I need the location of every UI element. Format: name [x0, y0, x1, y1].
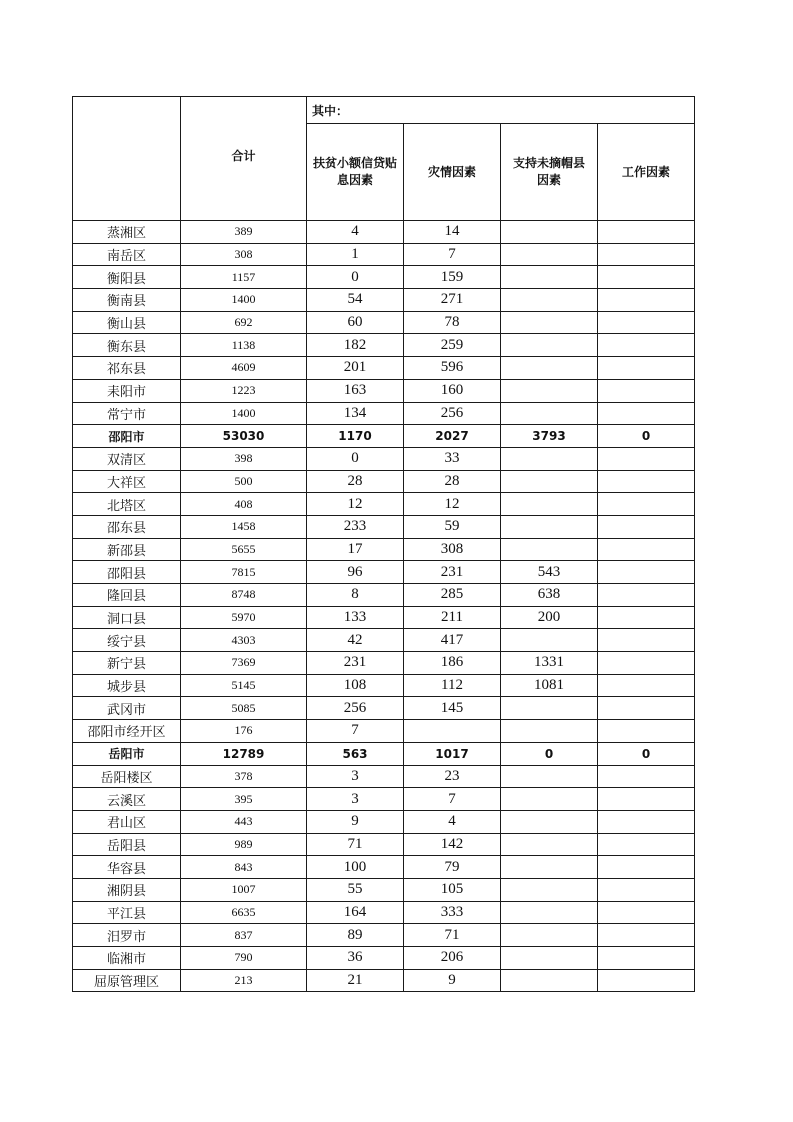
unlisted-county-factor-cell [501, 493, 598, 516]
work-factor-cell [598, 266, 695, 289]
region-name-cell: 岳阳县 [73, 833, 181, 856]
unlisted-county-factor-cell [501, 311, 598, 334]
region-name-cell: 洞口县 [73, 606, 181, 629]
table-row [73, 720, 695, 743]
total-cell: 1223 [181, 379, 307, 402]
microcredit-subsidy-cell: 4 [307, 221, 404, 244]
microcredit-subsidy-cell: 231 [307, 652, 404, 675]
disaster-factor-cell: 33 [404, 447, 501, 470]
unlisted-county-factor-cell [501, 357, 598, 380]
unlisted-county-factor-cell [501, 856, 598, 879]
total-cell: 692 [181, 311, 307, 334]
disaster-factor-cell: 308 [404, 538, 501, 561]
disaster-factor-cell: 206 [404, 947, 501, 970]
work-factor-cell [598, 765, 695, 788]
header-microcredit-subsidy-text: 扶贫小额信贷贴息因素 [313, 156, 398, 187]
microcredit-subsidy-cell: 71 [307, 833, 404, 856]
work-factor-cell [598, 515, 695, 538]
region-name-cell: 常宁市 [73, 402, 181, 425]
header-row-1 [73, 97, 695, 124]
region-name-cell: 蒸湘区 [73, 221, 181, 244]
unlisted-county-factor-cell [501, 515, 598, 538]
total-cell: 308 [181, 243, 307, 266]
region-name-cell: 云溪区 [73, 788, 181, 811]
work-factor-cell [598, 788, 695, 811]
unlisted-county-factor-cell [501, 379, 598, 402]
microcredit-subsidy-cell: 233 [307, 515, 404, 538]
work-factor-cell [598, 924, 695, 947]
disaster-factor-cell: 145 [404, 697, 501, 720]
total-cell: 989 [181, 833, 307, 856]
microcredit-subsidy-cell: 108 [307, 674, 404, 697]
microcredit-subsidy-cell: 133 [307, 606, 404, 629]
table-row [73, 765, 695, 788]
region-name-cell: 双清区 [73, 447, 181, 470]
total-cell: 1458 [181, 515, 307, 538]
total-cell: 790 [181, 947, 307, 970]
table-row [73, 924, 695, 947]
disaster-factor-cell: 71 [404, 924, 501, 947]
disaster-factor-cell: 160 [404, 379, 501, 402]
region-name-cell: 湘阴县 [73, 878, 181, 901]
unlisted-county-factor-cell [501, 765, 598, 788]
disaster-factor-cell: 256 [404, 402, 501, 425]
region-name-cell: 衡山县 [73, 311, 181, 334]
microcredit-subsidy-cell: 182 [307, 334, 404, 357]
unlisted-county-factor-cell [501, 629, 598, 652]
microcredit-subsidy-cell: 28 [307, 470, 404, 493]
work-factor-cell [598, 334, 695, 357]
region-name-cell: 邵阳市经开区 [73, 720, 181, 743]
microcredit-subsidy-cell: 0 [307, 447, 404, 470]
region-name-cell: 隆回县 [73, 584, 181, 607]
unlisted-county-factor-cell [501, 878, 598, 901]
table-row [73, 629, 695, 652]
microcredit-subsidy-cell: 201 [307, 357, 404, 380]
disaster-factor-cell: 417 [404, 629, 501, 652]
region-name-cell: 君山区 [73, 810, 181, 833]
region-name-cell: 衡东县 [73, 334, 181, 357]
disaster-factor-cell: 285 [404, 584, 501, 607]
work-factor-cell [598, 652, 695, 675]
table-subtotal-row [73, 425, 695, 448]
header-disaster-factor: 灾情因素 [404, 124, 501, 221]
region-name-cell: 新邵县 [73, 538, 181, 561]
unlisted-county-factor-cell [501, 810, 598, 833]
table-row [73, 493, 695, 516]
total-cell: 7369 [181, 652, 307, 675]
unlisted-county-factor-cell [501, 447, 598, 470]
total-cell: 1138 [181, 334, 307, 357]
disaster-factor-cell: 142 [404, 833, 501, 856]
table-row [73, 470, 695, 493]
total-cell: 443 [181, 810, 307, 833]
work-factor-cell [598, 720, 695, 743]
unlisted-county-factor-cell [501, 788, 598, 811]
work-factor-cell [598, 606, 695, 629]
unlisted-county-factor-cell: 0 [501, 742, 598, 765]
unlisted-county-factor-cell [501, 243, 598, 266]
disaster-factor-cell: 7 [404, 788, 501, 811]
work-factor-cell [598, 538, 695, 561]
table-row [73, 788, 695, 811]
total-cell: 5085 [181, 697, 307, 720]
total-cell: 395 [181, 788, 307, 811]
work-factor-cell [598, 289, 695, 312]
disaster-factor-cell: 7 [404, 243, 501, 266]
unlisted-county-factor-cell [501, 969, 598, 992]
disaster-factor-cell: 4 [404, 810, 501, 833]
header-unlisted-county-factor-text: 支持未摘帽县因素 [513, 156, 586, 187]
region-name-cell: 衡南县 [73, 289, 181, 312]
table-row [73, 538, 695, 561]
total-cell: 1400 [181, 402, 307, 425]
region-name-cell: 岳阳楼区 [73, 765, 181, 788]
unlisted-county-factor-cell [501, 221, 598, 244]
unlisted-county-factor-cell [501, 833, 598, 856]
work-factor-cell [598, 901, 695, 924]
microcredit-subsidy-cell: 54 [307, 289, 404, 312]
work-factor-cell [598, 379, 695, 402]
work-factor-cell [598, 856, 695, 879]
disaster-factor-cell [404, 720, 501, 743]
total-cell: 1400 [181, 289, 307, 312]
total-cell: 408 [181, 493, 307, 516]
microcredit-subsidy-cell: 100 [307, 856, 404, 879]
microcredit-subsidy-cell: 3 [307, 765, 404, 788]
unlisted-county-factor-cell [501, 697, 598, 720]
total-cell: 12789 [181, 742, 307, 765]
table-row [73, 584, 695, 607]
unlisted-county-factor-cell: 543 [501, 561, 598, 584]
disaster-factor-cell: 79 [404, 856, 501, 879]
unlisted-county-factor-cell: 1081 [501, 674, 598, 697]
disaster-factor-cell: 28 [404, 470, 501, 493]
unlisted-county-factor-cell: 3793 [501, 425, 598, 448]
unlisted-county-factor-cell [501, 924, 598, 947]
table-row [73, 243, 695, 266]
unlisted-county-factor-cell [501, 901, 598, 924]
microcredit-subsidy-cell: 0 [307, 266, 404, 289]
work-factor-cell [598, 311, 695, 334]
table-row [73, 221, 695, 244]
total-cell: 837 [181, 924, 307, 947]
unlisted-county-factor-cell [501, 266, 598, 289]
table-row [73, 833, 695, 856]
unlisted-county-factor-cell [501, 470, 598, 493]
disaster-factor-cell: 78 [404, 311, 501, 334]
work-factor-cell [598, 810, 695, 833]
table-row [73, 652, 695, 675]
total-cell: 8748 [181, 584, 307, 607]
work-factor-cell [598, 833, 695, 856]
table-row [73, 969, 695, 992]
work-factor-cell [598, 243, 695, 266]
table-row [73, 379, 695, 402]
microcredit-subsidy-cell: 164 [307, 901, 404, 924]
region-name-cell: 邵东县 [73, 515, 181, 538]
region-name-cell: 汨罗市 [73, 924, 181, 947]
table-row [73, 901, 695, 924]
header-work-factor: 工作因素 [598, 124, 695, 221]
work-factor-cell [598, 878, 695, 901]
table-row [73, 357, 695, 380]
table-row [73, 674, 695, 697]
table-row [73, 515, 695, 538]
total-cell: 378 [181, 765, 307, 788]
microcredit-subsidy-cell: 42 [307, 629, 404, 652]
microcredit-subsidy-cell: 1 [307, 243, 404, 266]
region-name-cell: 邵阳市 [73, 425, 181, 448]
disaster-factor-cell: 211 [404, 606, 501, 629]
work-factor-cell [598, 221, 695, 244]
total-cell: 1007 [181, 878, 307, 901]
table-row [73, 606, 695, 629]
unlisted-county-factor-cell [501, 334, 598, 357]
table-row [73, 561, 695, 584]
region-name-cell: 大祥区 [73, 470, 181, 493]
region-name-cell: 岳阳市 [73, 742, 181, 765]
region-name-cell: 平江县 [73, 901, 181, 924]
unlisted-county-factor-cell [501, 947, 598, 970]
microcredit-subsidy-cell: 12 [307, 493, 404, 516]
total-cell: 843 [181, 856, 307, 879]
total-cell: 5655 [181, 538, 307, 561]
total-cell: 176 [181, 720, 307, 743]
header-unlisted-county-factor [501, 124, 598, 221]
disaster-factor-cell: 59 [404, 515, 501, 538]
table-row [73, 856, 695, 879]
work-factor-cell [598, 947, 695, 970]
table-row [73, 402, 695, 425]
microcredit-subsidy-cell: 1170 [307, 425, 404, 448]
total-cell: 5970 [181, 606, 307, 629]
total-cell: 398 [181, 447, 307, 470]
disaster-factor-cell: 23 [404, 765, 501, 788]
region-name-cell: 武冈市 [73, 697, 181, 720]
work-factor-cell [598, 969, 695, 992]
table-row [73, 697, 695, 720]
unlisted-county-factor-cell [501, 402, 598, 425]
region-name-cell: 衡阳县 [73, 266, 181, 289]
microcredit-subsidy-cell: 96 [307, 561, 404, 584]
table-subtotal-row [73, 742, 695, 765]
region-name-cell: 绥宁县 [73, 629, 181, 652]
total-cell: 5145 [181, 674, 307, 697]
work-factor-cell [598, 447, 695, 470]
unlisted-county-factor-cell: 1331 [501, 652, 598, 675]
disaster-factor-cell: 159 [404, 266, 501, 289]
work-factor-cell [598, 584, 695, 607]
table-row [73, 810, 695, 833]
header-region-cell [73, 97, 181, 221]
unlisted-county-factor-cell [501, 720, 598, 743]
disaster-factor-cell: 12 [404, 493, 501, 516]
work-factor-cell [598, 402, 695, 425]
disaster-factor-cell: 259 [404, 334, 501, 357]
total-cell: 4303 [181, 629, 307, 652]
region-name-cell: 祁东县 [73, 357, 181, 380]
microcredit-subsidy-cell: 134 [307, 402, 404, 425]
header-total-cell: 合计 [181, 97, 307, 221]
work-factor-cell [598, 629, 695, 652]
region-name-cell: 南岳区 [73, 243, 181, 266]
disaster-factor-cell: 186 [404, 652, 501, 675]
table-row [73, 289, 695, 312]
disaster-factor-cell: 1017 [404, 742, 501, 765]
disaster-factor-cell: 14 [404, 221, 501, 244]
table-row [73, 878, 695, 901]
region-name-cell: 北塔区 [73, 493, 181, 516]
total-cell: 6635 [181, 901, 307, 924]
region-name-cell: 华容县 [73, 856, 181, 879]
total-cell: 389 [181, 221, 307, 244]
disaster-factor-cell: 9 [404, 969, 501, 992]
table-row [73, 947, 695, 970]
region-name-cell: 邵阳县 [73, 561, 181, 584]
unlisted-county-factor-cell: 638 [501, 584, 598, 607]
microcredit-subsidy-cell: 163 [307, 379, 404, 402]
table-row [73, 334, 695, 357]
total-cell: 213 [181, 969, 307, 992]
region-name-cell: 新宁县 [73, 652, 181, 675]
microcredit-subsidy-cell: 7 [307, 720, 404, 743]
disaster-factor-cell: 596 [404, 357, 501, 380]
region-name-cell: 屈原管理区 [73, 969, 181, 992]
microcredit-subsidy-cell: 9 [307, 810, 404, 833]
microcredit-subsidy-cell: 3 [307, 788, 404, 811]
total-cell: 7815 [181, 561, 307, 584]
disaster-factor-cell: 271 [404, 289, 501, 312]
unlisted-county-factor-cell: 200 [501, 606, 598, 629]
microcredit-subsidy-cell: 55 [307, 878, 404, 901]
total-cell: 4609 [181, 357, 307, 380]
table-row [73, 266, 695, 289]
work-factor-cell: 0 [598, 425, 695, 448]
header-group-label: 其中： [307, 97, 695, 124]
microcredit-subsidy-cell: 36 [307, 947, 404, 970]
disaster-factor-cell: 333 [404, 901, 501, 924]
total-cell: 53030 [181, 425, 307, 448]
disaster-factor-cell: 2027 [404, 425, 501, 448]
work-factor-cell [598, 357, 695, 380]
unlisted-county-factor-cell [501, 538, 598, 561]
microcredit-subsidy-cell: 21 [307, 969, 404, 992]
microcredit-subsidy-cell: 89 [307, 924, 404, 947]
work-factor-cell [598, 674, 695, 697]
work-factor-cell: 0 [598, 742, 695, 765]
region-name-cell: 城步县 [73, 674, 181, 697]
microcredit-subsidy-cell: 256 [307, 697, 404, 720]
disaster-factor-cell: 105 [404, 878, 501, 901]
region-name-cell: 临湘市 [73, 947, 181, 970]
disaster-factor-cell: 112 [404, 674, 501, 697]
microcredit-subsidy-cell: 60 [307, 311, 404, 334]
work-factor-cell [598, 493, 695, 516]
work-factor-cell [598, 697, 695, 720]
microcredit-subsidy-cell: 563 [307, 742, 404, 765]
microcredit-subsidy-cell: 8 [307, 584, 404, 607]
header-microcredit-subsidy [307, 124, 404, 221]
total-cell: 1157 [181, 266, 307, 289]
microcredit-subsidy-cell: 17 [307, 538, 404, 561]
unlisted-county-factor-cell [501, 289, 598, 312]
work-factor-cell [598, 561, 695, 584]
disaster-factor-cell: 231 [404, 561, 501, 584]
region-name-cell: 耒阳市 [73, 379, 181, 402]
total-cell: 500 [181, 470, 307, 493]
work-factor-cell [598, 470, 695, 493]
table-row [73, 447, 695, 470]
allocation-table [72, 96, 695, 992]
table-row [73, 311, 695, 334]
